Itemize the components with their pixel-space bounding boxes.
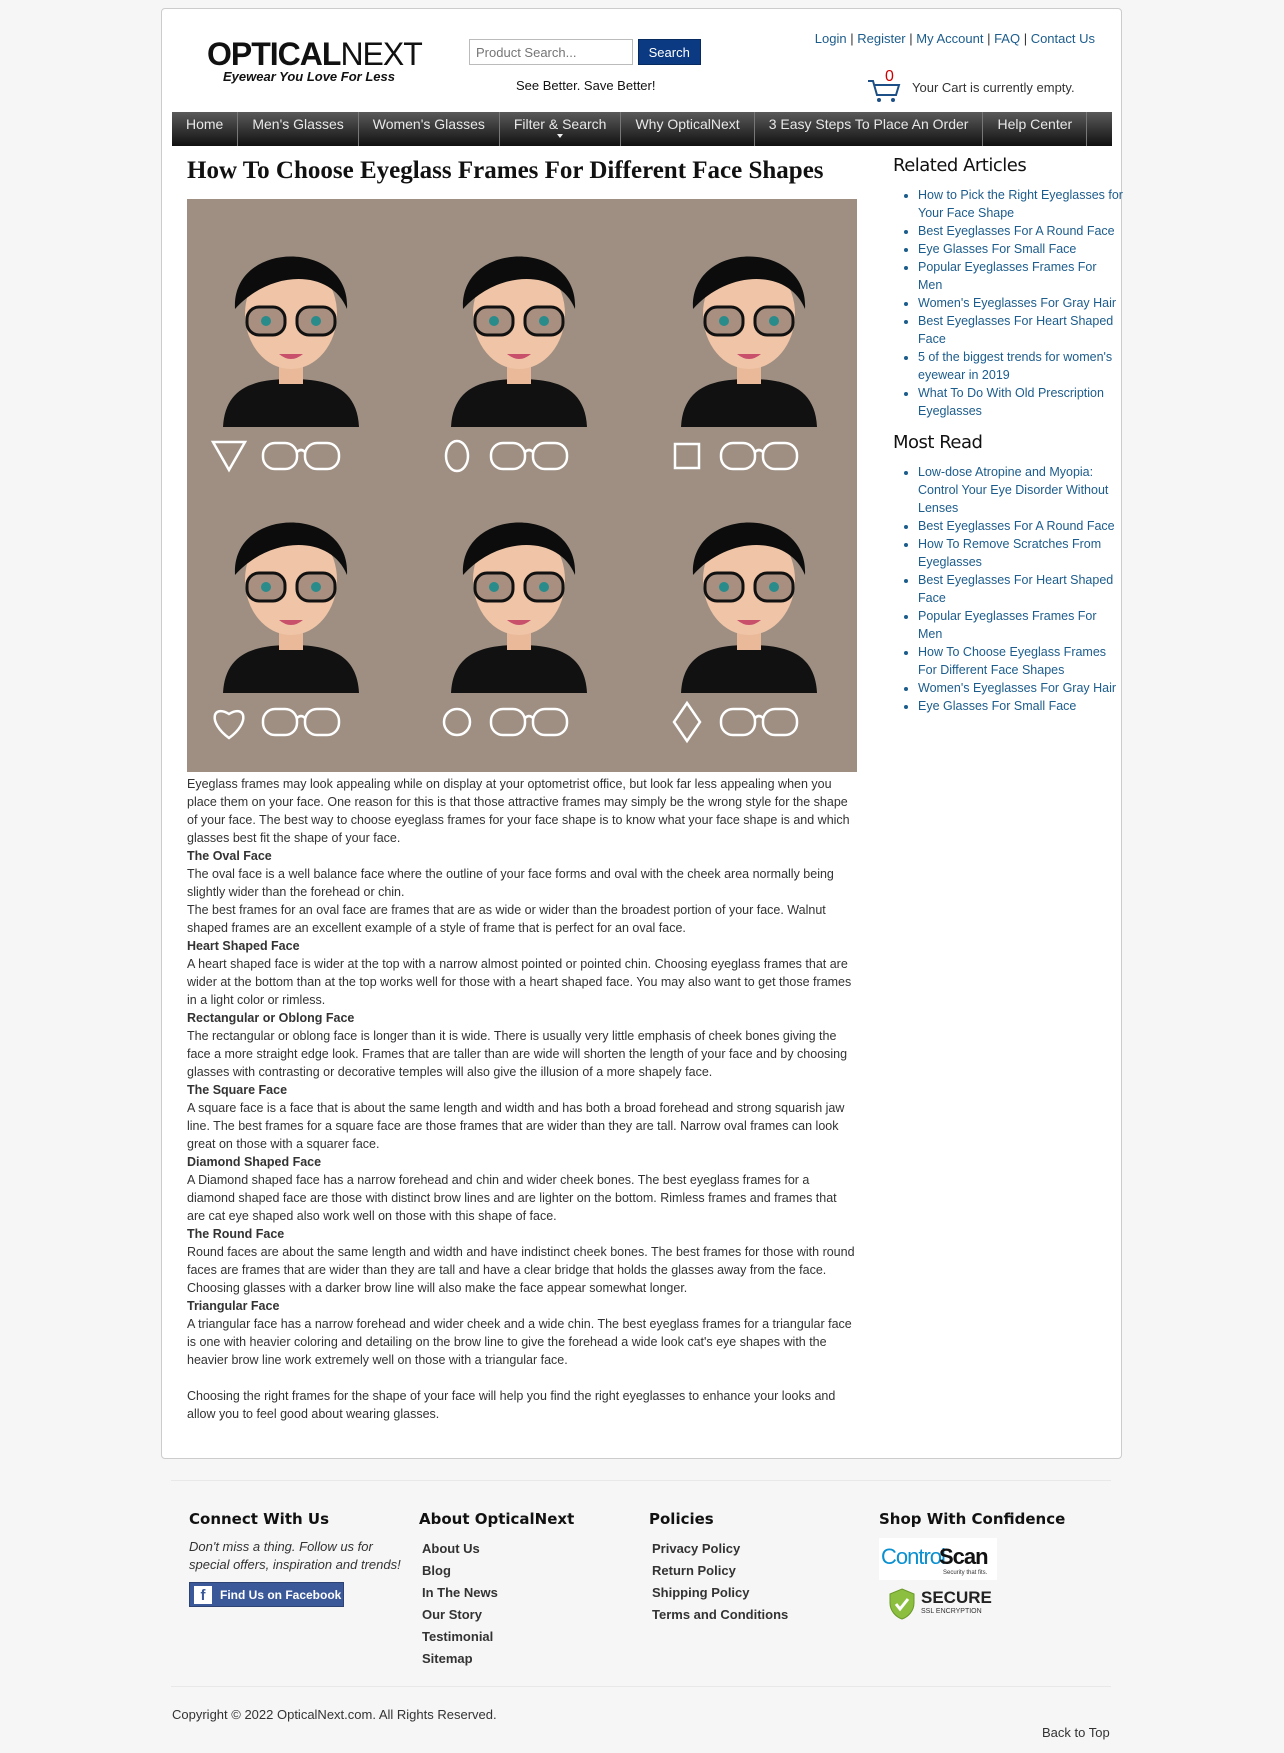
- sidebar-list-item: [918, 258, 1123, 294]
- footer-divider-bottom: [171, 1686, 1111, 1687]
- section-heading: The Round Face: [187, 1227, 285, 1241]
- nav-easy-steps[interactable]: 3 Easy Steps To Place An Order: [755, 112, 984, 146]
- secure-sub: SSL ENCRYPTION: [921, 1608, 982, 1615]
- sidebar-article-link[interactable]: Best Eyeglasses For A Round Face: [918, 224, 1115, 238]
- footer-link[interactable]: Return Policy: [652, 1563, 736, 1578]
- section-paragraph: A Diamond shaped face has a narrow forehead and chin and wider cheek bones. The best eyeglass frames for a diamond shaped face are those with distinct brow lines and are lighter on the bottom. Rimless frames and frames that are cat eye shaped also work well on those with this shape of face.: [187, 1173, 837, 1223]
- sidebar-list-item: [918, 384, 1123, 420]
- sidebar-list-item: [918, 517, 1123, 535]
- section-paragraph: Round faces are about the same length and width and have indistinct cheek bones. The best frames for those with round faces are frames that are wider than they are tall and have a clear bridge that holds the glasses away from the face. Choosing glasses with a darker brow line will also make the face appear somewhat longer.: [187, 1245, 855, 1295]
- sidebar-list-item: [918, 643, 1123, 679]
- sidebar-article-link[interactable]: How to Pick the Right Eyeglasses for Your Face Shape: [918, 188, 1123, 220]
- section-paragraph: The oval face is a well balance face where the outline of your face forms and oval with the cheek area normally being slightly wider than the forehead or chin.: [187, 867, 834, 899]
- site-logo[interactable]: [207, 37, 422, 84]
- controlscan-badge[interactable]: [879, 1538, 997, 1580]
- footer-link[interactable]: Testimonial: [422, 1629, 494, 1644]
- search-input[interactable]: [469, 39, 633, 65]
- nav-filter-search-label: Filter & Search: [513, 116, 607, 132]
- shop-confidence-title: Shop With Confidence: [879, 1510, 1066, 1528]
- most-read-list: [893, 463, 1123, 715]
- article-intro: Eyeglass frames may look appealing while on display at your optometrist office, but look far less appealing when you place them on your face. One reason for this is that those attractive frames may simply be the wrong style for the shape of your face. The best way to choose eyeglass frames for your face shape is to know what your face shape is and which glasses best fit the shape of your face.: [187, 777, 850, 845]
- related-articles-title: Related Articles: [893, 155, 1027, 176]
- policies-title: Policies: [649, 1510, 714, 1528]
- sidebar-list-item: [918, 348, 1123, 384]
- article-main: [187, 157, 857, 1423]
- article-body: [187, 775, 857, 1423]
- section-paragraph: A square face is a face that is about the same length and width and has both a broad forehead and strong squarish jaw line. The best frames for a square face are those frames that are wider than they are tall. Narrow oval frames can look great on those with a squarer face.: [187, 1101, 845, 1151]
- facebook-button[interactable]: [189, 1582, 344, 1607]
- section-paragraph: The best frames for an oval face are frames that are as wide or wider than the broadest portion of your face. Walnut shaped frames are an excellent example of a style of frame that is perfect for an oval face.: [187, 903, 826, 935]
- footer-link[interactable]: Blog: [422, 1563, 451, 1578]
- section-paragraph: The rectangular or oblong face is longer than it is wide. There is usually very little emphasis of cheek bones giving the face a more straight edge look. Frames that are taller than are wide will shorten the length of your face and by choosing glasses with contrasting or decorative temples will also give the illusion of a more shapely face.: [187, 1029, 848, 1079]
- section-heading: Diamond Shaped Face: [187, 1155, 322, 1169]
- faq-link[interactable]: FAQ: [994, 31, 1021, 46]
- sidebar-article-link[interactable]: Popular Eyeglasses Frames For Men: [918, 609, 1097, 641]
- sidebar-article-link[interactable]: Women's Eyeglasses For Gray Hair: [918, 296, 1117, 310]
- search-button[interactable]: Search: [638, 39, 701, 65]
- secure-label: SECURE: [921, 1588, 992, 1607]
- caret-down-icon: [557, 134, 563, 138]
- footer-shop-confidence: [879, 1510, 1099, 1622]
- section-heading: The Oval Face: [187, 849, 272, 863]
- back-to-top-link[interactable]: Back to Top: [1042, 1725, 1110, 1740]
- face-shapes-illustration: [187, 199, 857, 772]
- footer-divider-top: [171, 1480, 1111, 1481]
- sidebar-list-item: [918, 186, 1123, 222]
- about-title: About OpticalNext: [419, 1510, 575, 1528]
- footer-policies: [649, 1510, 869, 1626]
- sidebar-list-item: [918, 312, 1123, 348]
- facebook-icon: f: [194, 1586, 212, 1604]
- page-container: [161, 8, 1122, 1459]
- sidebar-article-link[interactable]: Best Eyeglasses For Heart Shaped Face: [918, 573, 1114, 605]
- contact-us-link[interactable]: Contact Us: [1030, 31, 1095, 46]
- cart-icon[interactable]: [867, 79, 901, 103]
- sidebar-article-link[interactable]: Popular Eyeglasses Frames For Men: [918, 260, 1097, 292]
- about-links: [419, 1538, 639, 1670]
- register-link[interactable]: Register: [857, 31, 906, 46]
- section-heading: The Square Face: [187, 1083, 288, 1097]
- nav-womens-glasses[interactable]: Women's Glasses: [359, 112, 500, 146]
- article-title: How To Choose Eyeglass Frames For Different Face Shapes: [187, 157, 824, 184]
- nav-why-opticalnext[interactable]: Why OpticalNext: [621, 112, 754, 146]
- connect-title: Connect With Us: [189, 1510, 329, 1528]
- article-conclusion: Choosing the right frames for the shape of your face will help you find the right eyeglasses to enhance your looks and allow you to feel good about wearing glasses.: [187, 1389, 836, 1421]
- section-paragraph: A triangular face has a narrow forehead and wider cheek and a wide chin. The best eyeglass frames for a triangular face is one with heavier coloring and detailing on the brow line to give the forehead a wide look cat's eye shapes with the heavier brow line work extremely well on those with a triangular face.: [187, 1317, 852, 1367]
- sidebar: [893, 155, 1123, 727]
- footer-link[interactable]: About Us: [422, 1541, 480, 1556]
- section-heading: Rectangular or Oblong Face: [187, 1011, 355, 1025]
- sidebar-list-item: [918, 679, 1123, 697]
- sidebar-article-link[interactable]: Best Eyeglasses For Heart Shaped Face: [918, 314, 1114, 346]
- nav-home[interactable]: Home: [172, 112, 238, 146]
- controlscan-control: Control: [881, 1544, 945, 1569]
- cart-count: 0: [885, 68, 894, 85]
- ssl-secure-badge[interactable]: [889, 1586, 999, 1622]
- controlscan-tagline: Security that fits.: [943, 1570, 988, 1576]
- top-links: Login | Register | My Account | FAQ | Contact Us: [814, 31, 1095, 46]
- slogan: See Better. Save Better!: [516, 78, 656, 93]
- footer-about: [419, 1510, 639, 1670]
- sidebar-list-item: [918, 240, 1123, 258]
- logo-optical: OPTICAL: [207, 36, 341, 72]
- search-form: [469, 39, 701, 65]
- login-link[interactable]: Login: [814, 31, 847, 46]
- shield-check-icon: [889, 1588, 915, 1620]
- footer-link[interactable]: Sitemap: [422, 1651, 473, 1666]
- footer-connect: [189, 1510, 409, 1607]
- footer-link[interactable]: Terms and Conditions: [652, 1607, 789, 1622]
- nav-help-center[interactable]: Help Center: [983, 112, 1087, 146]
- logo-next: NEXT: [340, 36, 422, 72]
- nav-filter-search[interactable]: [500, 112, 622, 146]
- cart-widget[interactable]: [867, 68, 1087, 111]
- sidebar-list-item: [918, 463, 1123, 517]
- sidebar-article-link[interactable]: 5 of the biggest trends for women's eyewear in 2019: [918, 350, 1113, 382]
- footer-link[interactable]: In The News: [422, 1585, 498, 1600]
- facebook-label: Find Us on Facebook: [220, 1587, 342, 1602]
- sidebar-article-link[interactable]: What To Do With Old Prescription Eyeglasses: [918, 386, 1104, 418]
- most-read-title: Most Read: [893, 432, 983, 453]
- sidebar-article-link[interactable]: How To Choose Eyeglass Frames For Different Face Shapes: [918, 645, 1107, 677]
- logo-tagline: Eyewear You Love For Less: [223, 69, 395, 84]
- sidebar-list-item: [918, 222, 1123, 240]
- sidebar-article-link[interactable]: Best Eyeglasses For A Round Face: [918, 519, 1115, 533]
- controlscan-scan: Scan: [939, 1544, 988, 1569]
- sidebar-list-item: [918, 571, 1123, 607]
- section-heading: Triangular Face: [187, 1299, 280, 1313]
- cart-status: Your Cart is currently empty.: [912, 80, 1075, 95]
- sidebar-article-link[interactable]: How To Remove Scratches From Eyeglasses: [918, 537, 1102, 569]
- footer-link[interactable]: Our Story: [422, 1607, 482, 1622]
- sidebar-article-link[interactable]: Eye Glasses For Small Face: [918, 699, 1077, 713]
- related-articles-list: [893, 186, 1123, 420]
- sidebar-list-item: [918, 294, 1123, 312]
- my-account-link[interactable]: My Account: [916, 31, 984, 46]
- main-nav: [172, 112, 1112, 146]
- footer-link[interactable]: Privacy Policy: [652, 1541, 741, 1556]
- sidebar-list-item: [918, 607, 1123, 643]
- copyright: Copyright © 2022 OpticalNext.com. All Rights Reserved.: [172, 1707, 497, 1722]
- sidebar-article-link[interactable]: Low-dose Atropine and Myopia: Control Your Eye Disorder Without Lenses: [918, 465, 1109, 515]
- footer-link[interactable]: Shipping Policy: [652, 1585, 750, 1600]
- section-heading: Heart Shaped Face: [187, 939, 300, 953]
- sidebar-list-item: [918, 697, 1123, 715]
- nav-mens-glasses[interactable]: Men's Glasses: [238, 112, 358, 146]
- sidebar-article-link[interactable]: Eye Glasses For Small Face: [918, 242, 1077, 256]
- sidebar-article-link[interactable]: Women's Eyeglasses For Gray Hair: [918, 681, 1117, 695]
- sidebar-list-item: [918, 535, 1123, 571]
- connect-text: Don't miss a thing. Follow us for special offers, inspiration and trends!: [189, 1539, 401, 1572]
- policies-links: [649, 1538, 869, 1626]
- section-paragraph: A heart shaped face is wider at the top with a narrow almost pointed or pointed chin. Choosing eyeglass frames that are wider at the bottom than at the top works well for those with a heart shaped face. You may also want to get those frames in a light color or rimless.: [187, 957, 852, 1007]
